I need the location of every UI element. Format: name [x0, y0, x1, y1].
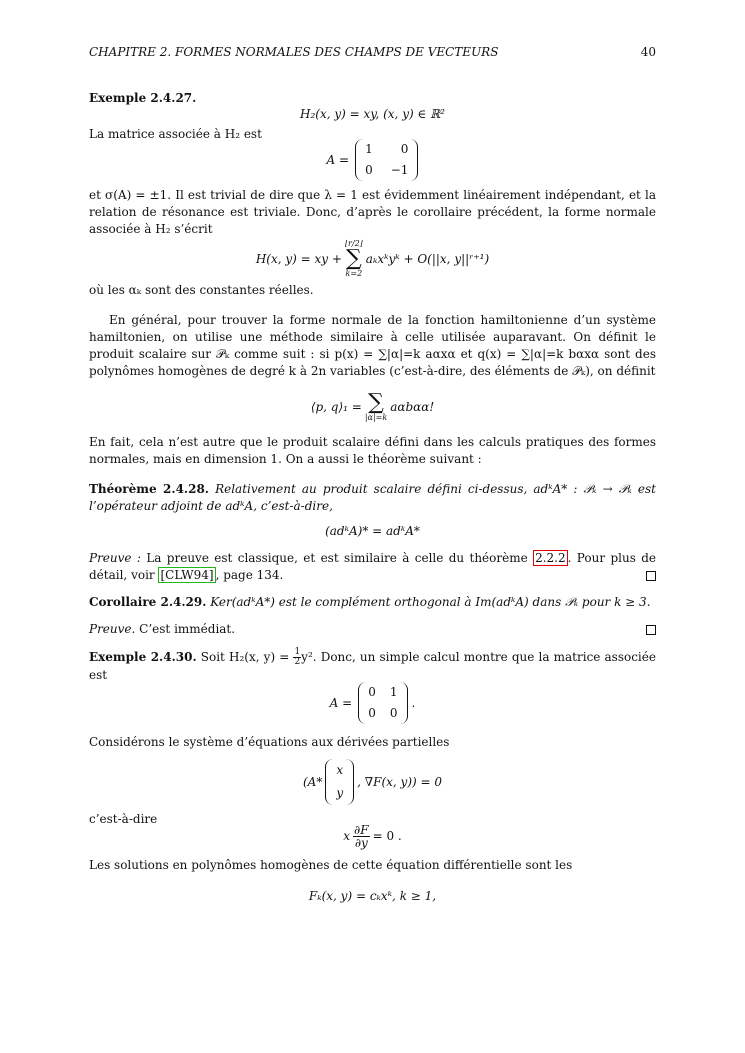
sum-upper: ⌊r/2⌋	[344, 239, 363, 248]
proof-label: Preuve.	[89, 622, 136, 636]
matrix-cell: 0	[368, 685, 376, 699]
matrix-cell: 0	[400, 142, 409, 156]
fraction-half	[293, 648, 301, 667]
proof-theorem	[89, 550, 656, 584]
proof-text: La preuve est classique, et est similaire à celle du théorème	[146, 551, 528, 565]
summation: ∑ |α|=k	[364, 390, 388, 422]
qed-symbol	[646, 625, 656, 635]
fraction-denominator: 2	[294, 657, 301, 667]
vector-component: y	[336, 786, 344, 800]
fraction-denominator: ∂y	[354, 836, 368, 850]
equation-solutions: Fₖ(x, y) = cₖxᵏ, k ≥ 1,	[308, 889, 437, 903]
corollary-label: Corollaire 2.4.29.	[89, 595, 207, 609]
matrix-cell: 0	[389, 706, 398, 720]
matrix-cell: 1	[365, 142, 373, 156]
proof-label: Preuve :	[89, 551, 141, 565]
example-text: Soit H₂(x, y) =	[200, 650, 290, 664]
proof-text: , page 134.	[215, 568, 284, 582]
qed-symbol	[646, 571, 656, 581]
corollary-text: Ker(adᵏA*) est le complément orthogonal à Im(adᵏA) dans 𝒫ₖ pour k ≥ 3.	[210, 595, 651, 609]
sum-lower: |α|=k	[364, 413, 388, 422]
proof-corollary	[89, 621, 656, 638]
corollary-2-4-29	[89, 594, 656, 611]
equation-normal-form	[89, 240, 656, 278]
vector-xy	[325, 759, 354, 805]
eq-factor: x	[343, 829, 351, 843]
chapter-title: CHAPITRE 2. FORMES NORMALES DES CHAMPS DE VECTEURS	[89, 45, 499, 59]
matrix-intro: La matrice associée à H₂ est	[89, 127, 262, 141]
running-header	[89, 45, 656, 59]
theorem-2-4-28	[89, 481, 656, 515]
sum-lower: k=2	[345, 269, 363, 278]
matrix-cell: 0	[368, 706, 376, 720]
eq-lhs: (A*	[302, 774, 323, 789]
paragraph-solutions: Les solutions en polynômes homogènes de cette équation différentielle sont les	[89, 858, 573, 872]
fraction-numerator: ∂F	[354, 823, 369, 837]
matrix-cell: 1	[389, 685, 398, 699]
equation-scalar-product	[89, 392, 656, 422]
equation-h2: H₂(x, y) = xy, (x, y) ∈ ℝ²	[300, 107, 445, 121]
example-2-4-27	[89, 90, 656, 107]
vector-component: x	[336, 763, 344, 777]
example-label: Exemple 2.4.30.	[89, 650, 197, 664]
matrix-equation-a: A = 1 0 0 −1	[89, 139, 656, 181]
matrix-equation-a2: A = 0 1 0 0 .	[89, 682, 656, 724]
proof-text: . Pour plus de détail, voir	[89, 551, 656, 582]
theorem-label: Théorème 2.4.28.	[89, 482, 209, 496]
example-2-4-30	[89, 648, 656, 684]
equation-pde	[89, 759, 656, 805]
summation: ⌊r/2⌋ ∑ k=2	[344, 239, 363, 278]
paragraph-constants: où les αₖ sont des constantes réelles.	[89, 283, 314, 297]
paragraph-general: En général, pour trouver la forme normale de la fonction hamiltonienne d’un système hamiltonien, on utilise une méthode similaire à celle utilisée auparavant. On définit le produit scalaire sur 𝒫ₖ comme suit : si p(x) = ∑|α|=k aαxα et q(x) = ∑|α|=k bαxα sont des polynômes homogènes de degré k à 2n variables (c’est-à-dire, des éléments de 𝒫ₖ), on définit	[89, 313, 656, 378]
matrix-a	[355, 139, 418, 181]
eq-rhs: aₖxᵏyᵏ + O(||x, y||ʳ⁺¹)	[365, 251, 490, 266]
paragraph-resonance: et σ(A) = ±1. Il est trivial de dire que λ = 1 est évidemment linéairement indépendant, et la relation de résonance est triviale. Donc, d’après le corollaire précédent, la forme normale associée à H₂ s’écrit	[89, 188, 656, 236]
eq-rhs: , ∇F(x, y)) = 0	[357, 774, 442, 789]
paragraph-cest-a-dire: c’est-à-dire	[89, 812, 158, 826]
page-body	[89, 90, 656, 905]
fraction-numerator: 1	[294, 647, 301, 657]
example-label: Exemple 2.4.27.	[89, 91, 197, 105]
paragraph-pde: Considérons le système d’équations aux dérivées partielles	[89, 735, 450, 749]
citation-link[interactable]: [CLW94]	[160, 568, 214, 582]
proof-text: C’est immédiat.	[139, 622, 236, 636]
eq-rhs: aαbαα!	[390, 399, 435, 414]
page-number: 40	[640, 45, 656, 59]
equation-adjoint: (adᵏA)* = adᵏA*	[325, 524, 420, 538]
matrix-cell: −1	[390, 163, 409, 177]
matrix-a2	[358, 682, 407, 724]
theorem-text: Relativement au produit scalaire défini ci-dessus, adᵏA* : 𝒫ₖ → 𝒫ₖ est l’opérateur adjoint de adᵏA, c’est-à-dire,	[89, 482, 656, 513]
matrix-cell: 0	[365, 163, 373, 177]
eq-rhs: = 0 .	[372, 829, 402, 843]
eq-lhs: H(x, y) = xy +	[255, 251, 342, 266]
paragraph-dimension: En fait, cela n’est autre que le produit scalaire défini dans les calculs pratiques des formes normales, mais en dimension 1. On a aussi le théorème suivant :	[89, 435, 656, 466]
example-text: y². Donc, un simple calcul montre que la matrice associée est	[89, 650, 656, 682]
equation-partial	[89, 824, 656, 849]
partial-fraction	[353, 824, 370, 849]
eq-lhs: ⟨p, q⟩₁ =	[310, 399, 362, 414]
theorem-reference-link[interactable]: 2.2.2	[535, 551, 566, 565]
